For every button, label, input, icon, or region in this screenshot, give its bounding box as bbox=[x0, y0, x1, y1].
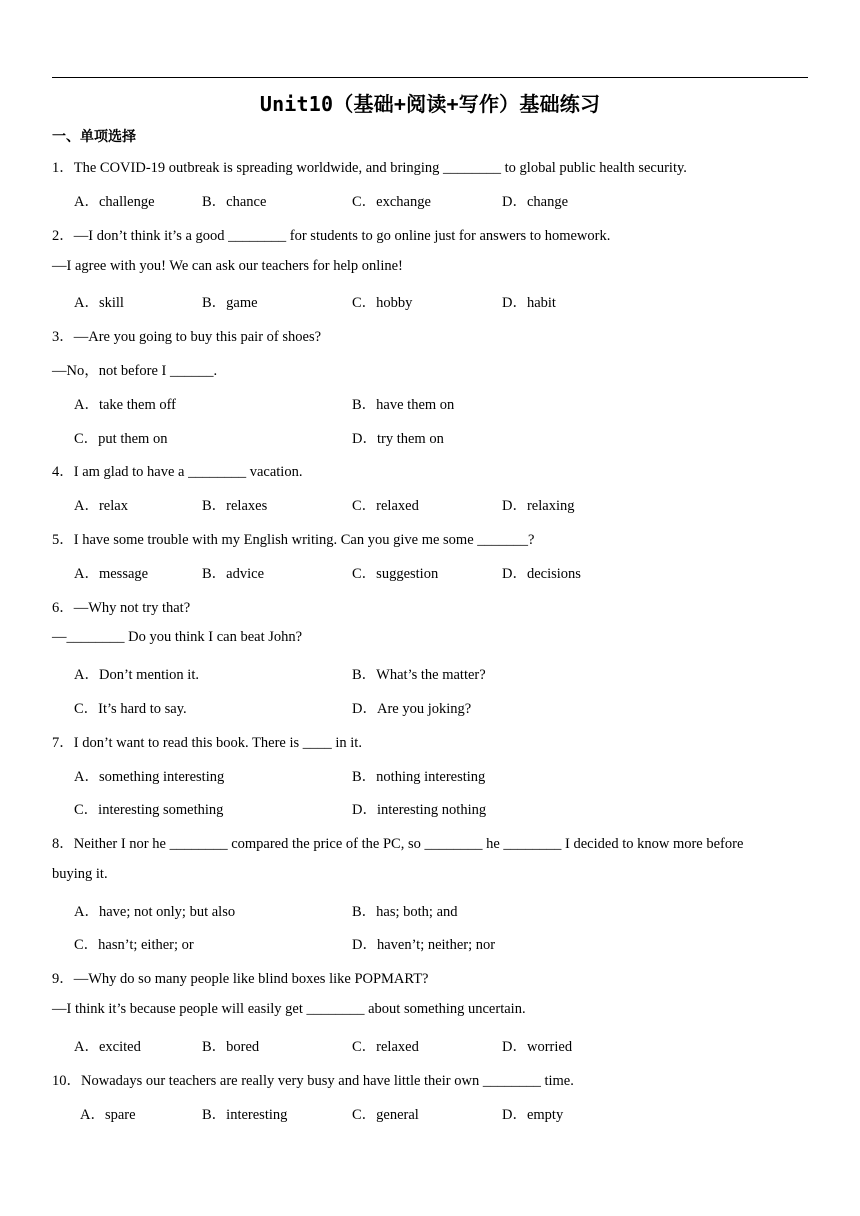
question-10-option-d: D．empty bbox=[502, 1107, 564, 1123]
question-2-option-c: C．hobby bbox=[352, 295, 413, 311]
question-1-stem: 1．The COVID-19 outbreak is spreading worldwide, and bringing ________ to global public health security. bbox=[52, 160, 687, 176]
question-6-option-a: A．Don’t mention it. bbox=[74, 667, 199, 683]
question-8-option-b: B．has; both; and bbox=[352, 904, 458, 920]
question-10-option-c: C．general bbox=[352, 1107, 419, 1123]
question-4-option-c: C．relaxed bbox=[352, 498, 419, 514]
question-4-stem: 4．I am glad to have a ________ vacation. bbox=[52, 464, 303, 480]
question-6-option-b: B．What’s the matter? bbox=[352, 667, 486, 683]
question-1-option-a: A．challenge bbox=[74, 194, 155, 210]
page-title: Unit10（基础+阅读+写作）基础练习 bbox=[259, 92, 601, 116]
question-6-stem-line-2: —________ Do you think I can beat John? bbox=[52, 629, 303, 645]
question-3-option-c: C．put them on bbox=[74, 431, 168, 447]
question-10-option-a: A．spare bbox=[80, 1107, 136, 1123]
question-4-option-b: B．relaxes bbox=[202, 498, 268, 514]
question-8-option-a: A．have; not only; but also bbox=[74, 904, 236, 920]
question-5-option-b: B．advice bbox=[202, 566, 265, 582]
question-2-option-d: D．habit bbox=[502, 295, 556, 311]
question-7-option-d: D．interesting nothing bbox=[352, 802, 487, 818]
question-9-stem: 9．—Why do so many people like blind boxes like POPMART? bbox=[52, 971, 429, 987]
question-9-option-a: A．excited bbox=[74, 1039, 141, 1055]
question-4-option-d: D．relaxing bbox=[502, 498, 575, 514]
question-2-option-a: A．skill bbox=[74, 295, 124, 311]
question-5-option-d: D．decisions bbox=[502, 566, 581, 582]
question-6-stem: 6．—Why not try that? bbox=[52, 600, 191, 616]
section-heading: 一、单项选择 bbox=[52, 129, 136, 145]
question-5-option-c: C．suggestion bbox=[352, 566, 439, 582]
question-7-option-a: A．something interesting bbox=[74, 769, 225, 785]
question-3-option-d: D．try them on bbox=[352, 431, 444, 447]
question-1-option-b: B．chance bbox=[202, 194, 267, 210]
question-9-stem-line-2: —I think it’s because people will easily get ________ about something uncertain. bbox=[52, 1001, 526, 1017]
question-9-option-d: D．worried bbox=[502, 1039, 573, 1055]
question-8-option-c: C．hasn’t; either; or bbox=[74, 937, 194, 953]
question-7-stem: 7．I don’t want to read this book. There is ____ in it. bbox=[52, 735, 362, 751]
header-rule bbox=[52, 77, 808, 78]
question-2-stem-line-2: —I agree with you! We can ask our teachers for help online! bbox=[52, 258, 403, 274]
question-9-option-b: B．bored bbox=[202, 1039, 260, 1055]
question-1-option-d: D．change bbox=[502, 194, 569, 210]
question-7-option-b: B．nothing interesting bbox=[352, 769, 486, 785]
question-6-option-d: D．Are you joking? bbox=[352, 701, 472, 717]
question-9-option-c: C．relaxed bbox=[352, 1039, 419, 1055]
question-7-option-c: C．interesting something bbox=[74, 802, 224, 818]
question-5-option-a: A．message bbox=[74, 566, 149, 582]
question-6-option-c: C．It’s hard to say. bbox=[74, 701, 187, 717]
question-3-option-a: A．take them off bbox=[74, 397, 177, 413]
question-10-stem: 10．Nowadays our teachers are really very busy and have little their own ________ time. bbox=[52, 1073, 574, 1089]
question-3-option-b: B．have them on bbox=[352, 397, 455, 413]
question-8-option-d: D．haven’t; neither; nor bbox=[352, 937, 496, 953]
question-10-option-b: B．interesting bbox=[202, 1107, 288, 1123]
question-5-stem: 5．I have some trouble with my English writing. Can you give me some _______? bbox=[52, 532, 535, 548]
question-8-stem-line-2: buying it. bbox=[52, 866, 108, 882]
question-2-stem: 2．—I don’t think it’s a good ________ for students to go online just for answers to homework. bbox=[52, 228, 611, 244]
question-1-option-c: C．exchange bbox=[352, 194, 431, 210]
question-2-option-b: B．game bbox=[202, 295, 258, 311]
question-8-stem: 8．Neither I nor he ________ compared the price of the PC, so ________ he ________ I decided to know more before bbox=[52, 836, 744, 852]
question-3-stem: 3．—Are you going to buy this pair of shoes? bbox=[52, 329, 322, 345]
question-3-stem-line-2: —No，not before I ______. bbox=[52, 363, 218, 379]
question-4-option-a: A．relax bbox=[74, 498, 128, 514]
